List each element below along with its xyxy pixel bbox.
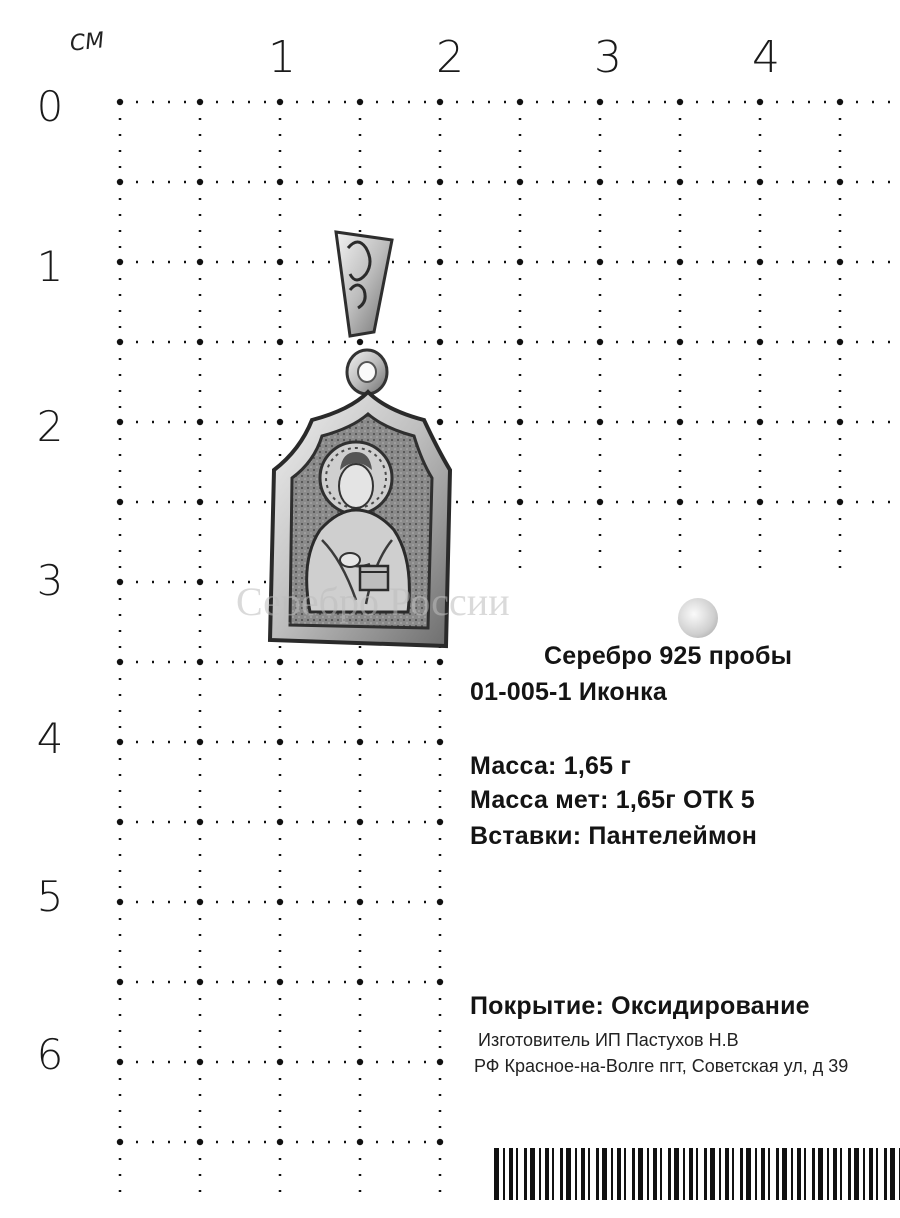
- address-text: РФ Красное-на-Волге пгт, Советская ул, д 39: [474, 1056, 849, 1076]
- metal-mass-text: Масса мет: 1,65г ОТК 5: [470, 786, 755, 814]
- watermark-text: Серебро России: [236, 579, 510, 624]
- y-tick-1: 1: [36, 242, 64, 291]
- y-tick-4: 4: [36, 714, 64, 763]
- metal-title: Серебро 925 пробы: [544, 642, 793, 670]
- x-tick-2: 2: [436, 32, 464, 83]
- hang-hole: [678, 598, 718, 638]
- barcode: [494, 1148, 900, 1200]
- inserts-text: Вставки: Пантелеймон: [470, 822, 758, 850]
- coating-text: Покрытие: Оксидирование: [470, 992, 810, 1020]
- y-tick-5: 5: [36, 872, 64, 921]
- y-tick-6: 6: [36, 1030, 64, 1079]
- y-tick-3: 3: [36, 556, 64, 605]
- mass-text: Масса: 1,65 г: [470, 752, 631, 780]
- unit-label: СМ: [68, 28, 106, 57]
- manufacturer-text: Изготовитель ИП Пастухов Н.В: [478, 1030, 739, 1050]
- article-number: 01-005-1 Иконка: [470, 678, 667, 706]
- product-label: [456, 578, 900, 1218]
- x-tick-1: 1: [268, 32, 296, 83]
- x-tick-4: 4: [752, 32, 780, 83]
- y-tick-2: 2: [36, 402, 64, 451]
- y-tick-0: 0: [36, 82, 64, 131]
- x-tick-3: 3: [594, 32, 622, 83]
